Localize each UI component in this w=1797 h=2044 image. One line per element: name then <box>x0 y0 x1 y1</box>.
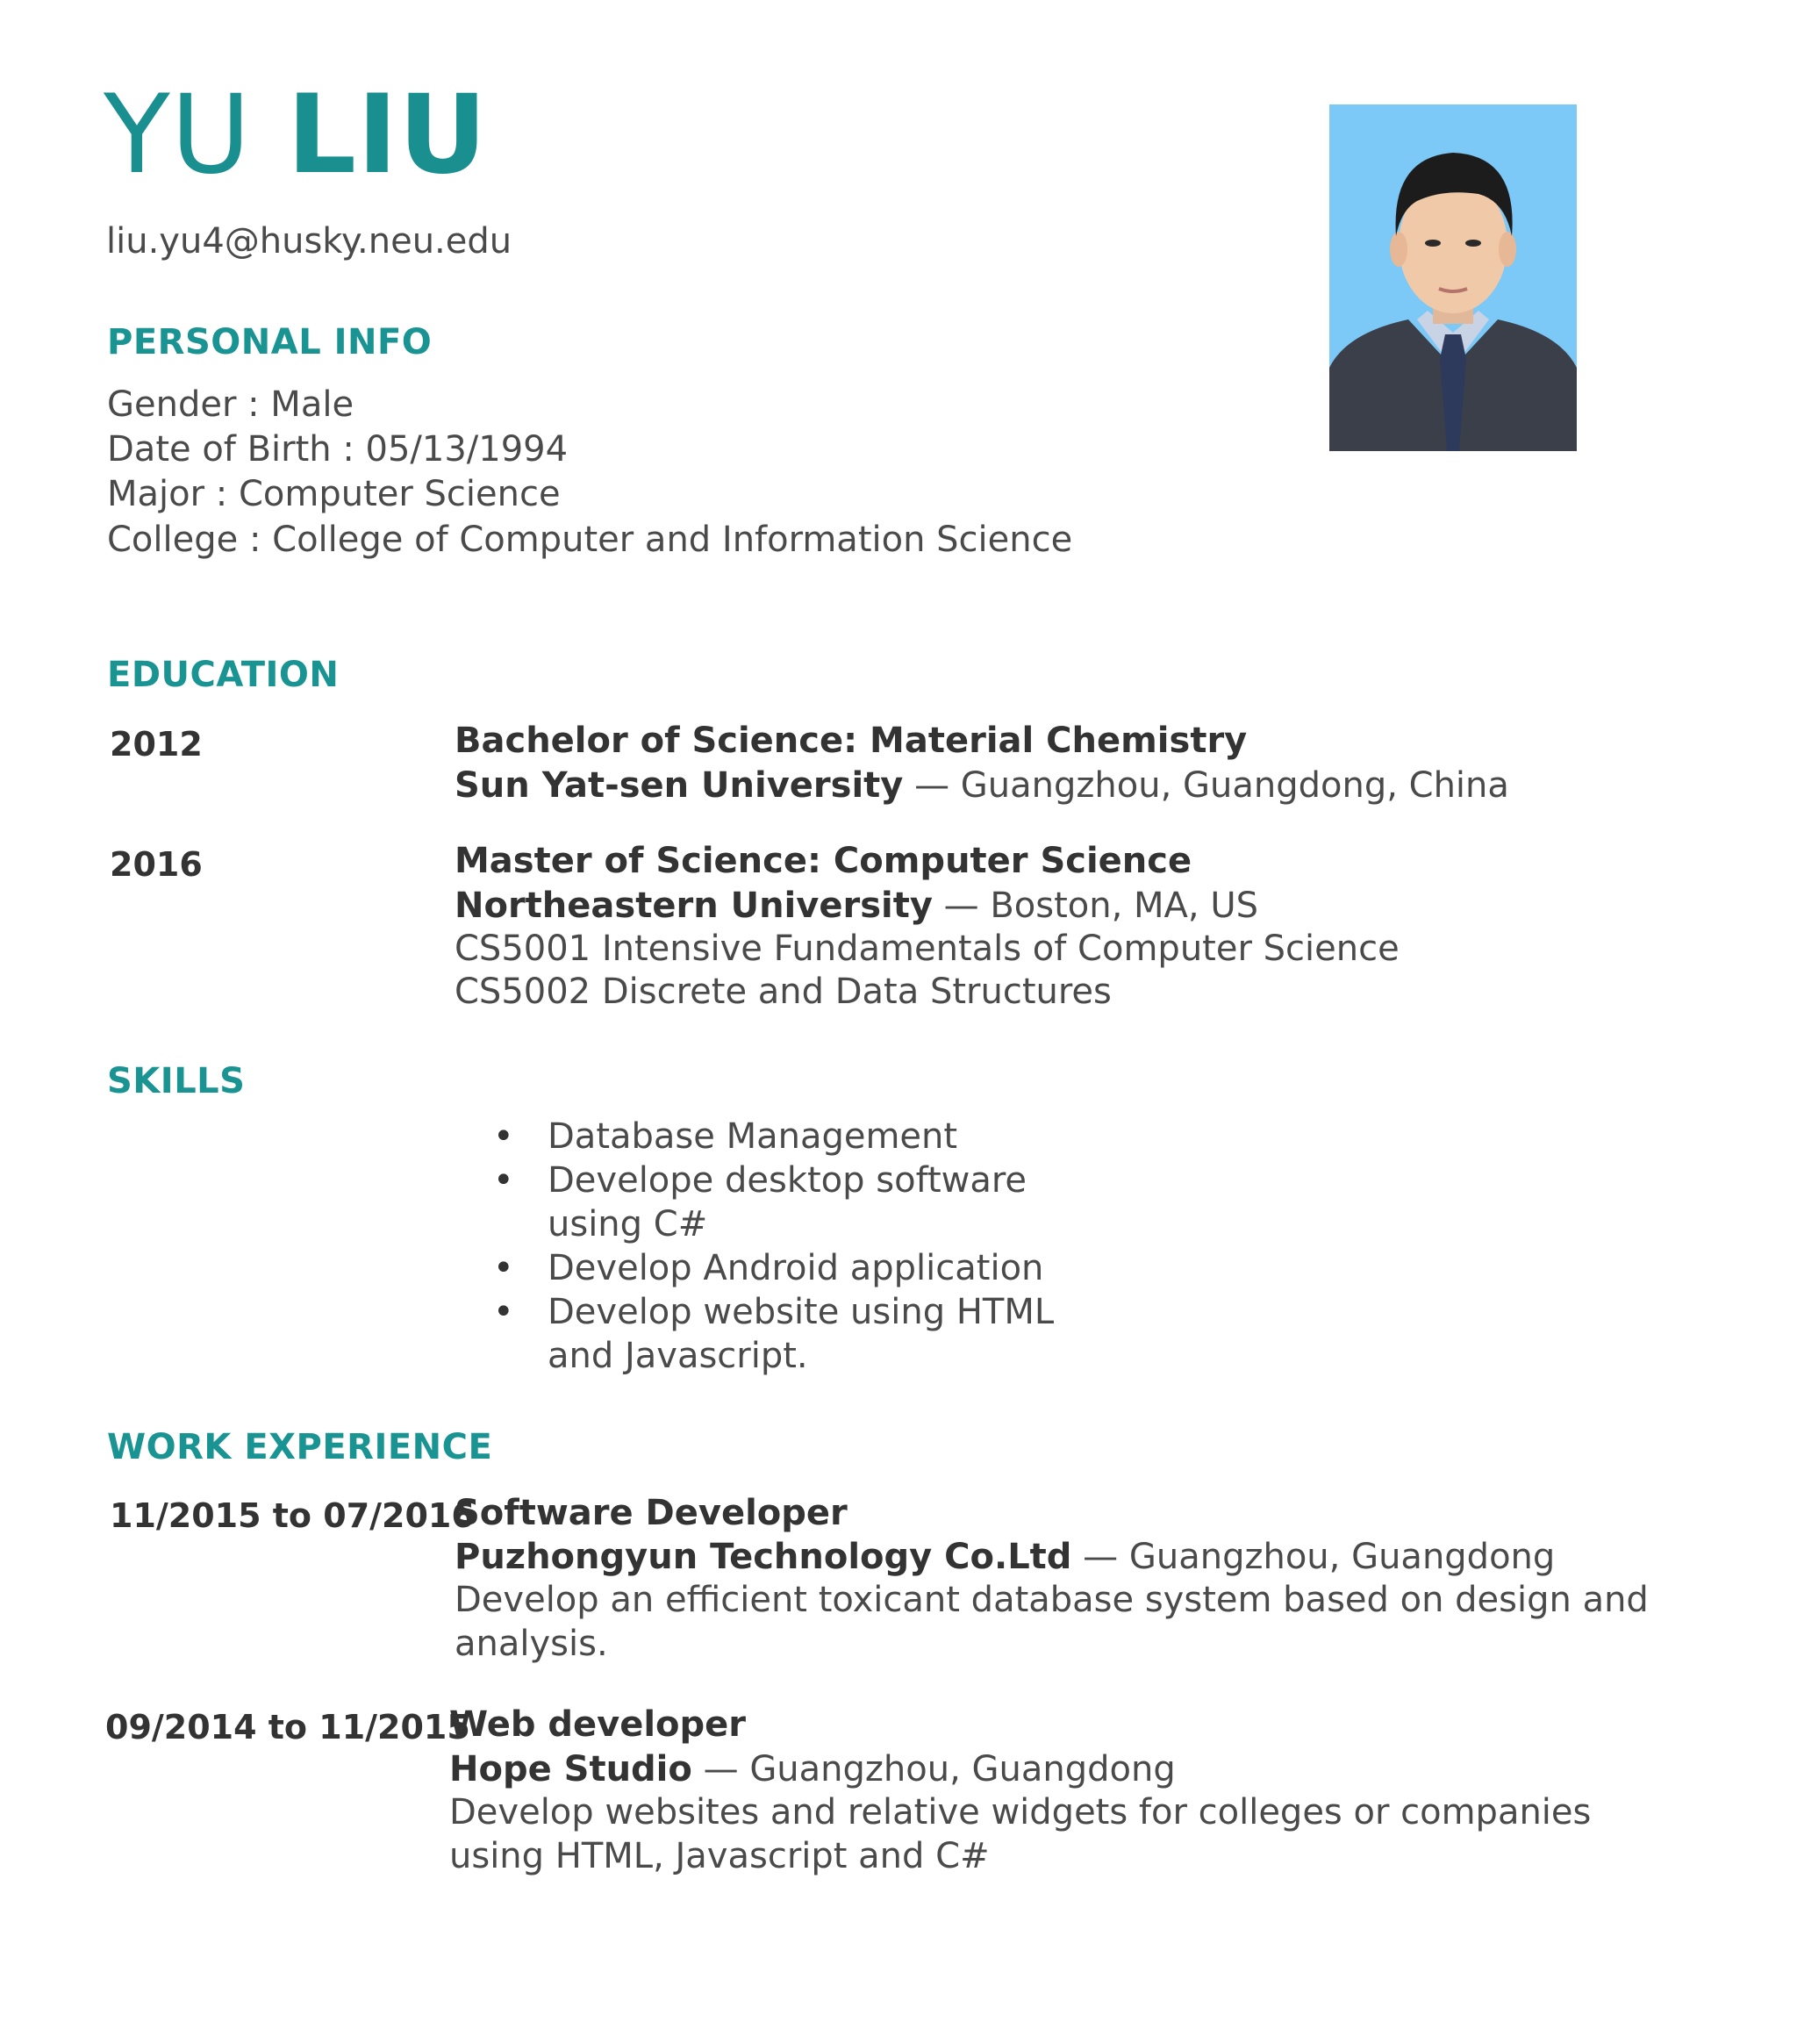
skills-list <box>491 1115 1092 1378</box>
education-location: Boston, MA, US <box>990 886 1259 926</box>
info-date-of-birth: Date of Birth : 05/13/1994 <box>107 429 569 470</box>
candidate-name <box>104 72 488 198</box>
education-course: CS5001 Intensive Fundamentals of Computer Science <box>455 929 1400 969</box>
work-company-line <box>449 1749 1176 1789</box>
bullet-icon: • <box>493 1248 514 1288</box>
work-title: Web developer <box>449 1704 747 1745</box>
skills-heading: SKILLS <box>107 1061 246 1101</box>
work-description: using HTML, Javascript and C# <box>449 1836 990 1876</box>
first-name: YU <box>104 72 252 198</box>
work-location: Guangzhou, Guangdong <box>1128 1537 1556 1577</box>
info-college: College : College of Computer and Information Science <box>107 520 1073 560</box>
education-school: Northeastern University <box>455 886 933 926</box>
education-degree: Bachelor of Science: Material Chemistry <box>455 721 1248 761</box>
separator-dash: — <box>703 1749 739 1789</box>
personal-info-heading: PERSONAL INFO <box>107 322 433 362</box>
skill-item <box>491 1246 1092 1290</box>
separator-dash: — <box>943 886 979 926</box>
bullet-icon: • <box>493 1160 514 1201</box>
education-school: Sun Yat-sen University <box>455 765 904 806</box>
skill-text: Develop Android application <box>548 1248 1044 1288</box>
work-description: Develop websites and relative widgets for colleges or companies <box>449 1792 1592 1832</box>
skill-item <box>491 1115 1092 1158</box>
skill-text: Database Management <box>548 1116 958 1157</box>
education-degree: Master of Science: Computer Science <box>455 841 1192 881</box>
info-gender: Gender : Male <box>107 384 354 425</box>
profile-photo <box>1329 104 1577 451</box>
education-year: 2012 <box>110 725 203 764</box>
separator-dash: — <box>1083 1537 1119 1577</box>
work-dates: 09/2014 to 11/2015 <box>105 1708 470 1746</box>
info-major: Major : Computer Science <box>107 474 561 514</box>
bullet-icon: • <box>493 1292 514 1332</box>
education-school-line <box>455 765 1509 806</box>
skill-text: Develope desktop software using C# <box>548 1160 1027 1244</box>
skill-item <box>491 1290 1092 1378</box>
work-description: analysis. <box>455 1624 608 1664</box>
education-location: Guangzhou, Guangdong, China <box>960 765 1509 806</box>
work-experience-heading: WORK EXPERIENCE <box>107 1427 493 1467</box>
education-year: 2016 <box>110 845 203 884</box>
work-location: Guangzhou, Guangdong <box>749 1749 1176 1789</box>
education-course: CS5002 Discrete and Data Structures <box>455 972 1112 1012</box>
skill-item <box>491 1158 1092 1246</box>
work-description: Develop an efficient toxicant database system based on design and <box>455 1580 1649 1620</box>
bullet-icon: • <box>493 1116 514 1157</box>
email-address[interactable]: liu.yu4@husky.neu.edu <box>106 221 512 262</box>
work-title: Software Developer <box>455 1493 848 1533</box>
skill-text: Develop website using HTML and Javascript. <box>548 1292 1055 1376</box>
last-name: LIU <box>286 72 488 198</box>
work-company-line <box>455 1537 1555 1577</box>
work-company: Puzhongyun Technology Co.Ltd <box>455 1537 1072 1577</box>
separator-dash: — <box>914 765 950 806</box>
education-school-line <box>455 886 1258 926</box>
work-company: Hope Studio <box>449 1749 692 1789</box>
education-heading: EDUCATION <box>107 655 340 695</box>
work-dates: 11/2015 to 07/2016 <box>110 1496 475 1535</box>
